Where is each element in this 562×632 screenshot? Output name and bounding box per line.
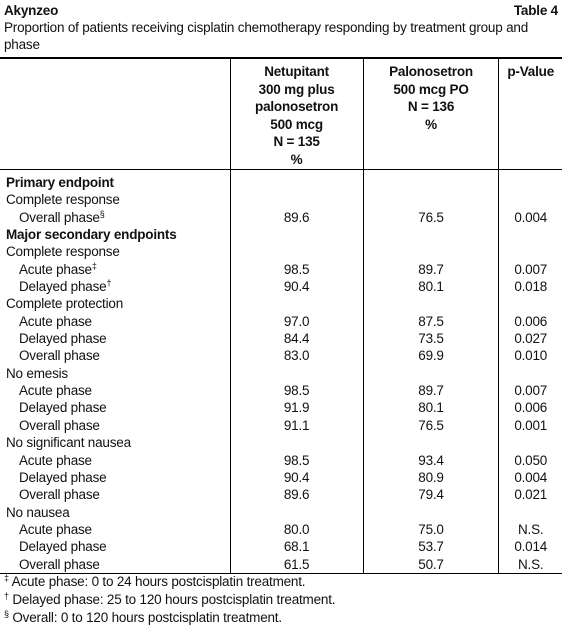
palonosetron-value: 53.7 xyxy=(363,538,499,555)
row-label-text: Complete protection xyxy=(6,296,124,312)
row-label-text: Overall phase xyxy=(19,348,100,364)
row-label xyxy=(0,295,230,312)
row-label-text: Complete response xyxy=(6,244,120,260)
row-label-text: Acute phase xyxy=(19,521,92,537)
footnote-text: Acute phase: 0 to 24 hours postcisplatin treatment. xyxy=(8,574,306,589)
column-header-line: Netupitant xyxy=(264,64,329,79)
footnote xyxy=(4,609,335,627)
row-label xyxy=(0,556,230,574)
footnote-text: Delayed phase: 25 to 120 hours postcisplatin treatment. xyxy=(8,592,336,607)
palonosetron-value xyxy=(363,434,499,451)
row-label-text: Major secondary endpoints xyxy=(6,227,177,243)
palonosetron-value: 76.5 xyxy=(363,209,499,226)
table-row xyxy=(0,504,562,521)
row-label-text: Acute phase xyxy=(19,261,92,277)
column-header-line: % xyxy=(425,116,437,132)
p-value xyxy=(499,226,562,243)
table-row xyxy=(0,170,562,192)
row-label-text: Delayed phase xyxy=(19,279,107,295)
column-header-netupitant xyxy=(230,58,363,170)
row-label xyxy=(0,191,230,208)
p-value: 0.004 xyxy=(514,469,548,485)
p-value: 0.050 xyxy=(514,452,548,468)
netupitant-value: 83.0 xyxy=(230,347,363,364)
netupitant-value: 91.1 xyxy=(230,417,363,434)
table-body xyxy=(0,170,562,574)
netupitant-value: 89.6 xyxy=(230,209,363,226)
row-label-text: Delayed phase xyxy=(19,400,107,416)
table-row xyxy=(0,556,562,574)
column-header-line: Palonosetron xyxy=(389,64,473,79)
column-header-palonosetron xyxy=(363,58,499,170)
table-row xyxy=(0,486,562,503)
row-label-text: No nausea xyxy=(6,504,70,520)
table-row xyxy=(0,226,562,243)
netupitant-value xyxy=(230,191,363,208)
table-row xyxy=(0,209,562,226)
row-label xyxy=(0,226,230,243)
netupitant-value: 68.1 xyxy=(230,538,363,555)
row-label xyxy=(0,452,230,469)
row-label xyxy=(0,330,230,347)
netupitant-value xyxy=(230,243,363,260)
table-row xyxy=(0,382,562,399)
footnote-marker: ‡ xyxy=(91,260,97,271)
table-row xyxy=(0,521,562,538)
table-caption: Proportion of patients receiving cisplatin chemotherapy responding by treatment group and phase xyxy=(4,20,529,52)
row-label xyxy=(0,365,230,382)
table-row xyxy=(0,191,562,208)
netupitant-value xyxy=(230,295,363,312)
row-label-text: Delayed phase xyxy=(19,539,107,555)
palonosetron-value: 80.9 xyxy=(363,469,499,486)
palonosetron-value: 89.7 xyxy=(363,382,499,399)
row-label xyxy=(0,209,230,226)
netupitant-value: 98.5 xyxy=(230,261,363,278)
netupitant-value: 91.9 xyxy=(230,399,363,416)
row-label xyxy=(0,170,230,192)
p-value xyxy=(499,191,562,208)
row-label xyxy=(0,504,230,521)
footnote-mark: § xyxy=(4,609,9,619)
netupitant-value: 97.0 xyxy=(230,313,363,330)
results-table xyxy=(0,57,562,574)
column-header-line: N = 135 xyxy=(273,134,320,149)
p-value: 0.021 xyxy=(514,487,548,503)
row-label xyxy=(0,261,230,278)
p-value: 0.010 xyxy=(514,348,548,364)
netupitant-value xyxy=(230,434,363,451)
row-label-text: Primary endpoint xyxy=(6,175,114,190)
p-value xyxy=(499,365,562,382)
palonosetron-value: 50.7 xyxy=(363,556,499,574)
row-label xyxy=(0,469,230,486)
palonosetron-value: 76.5 xyxy=(363,417,499,434)
drug-name: Akynzeo xyxy=(4,3,59,18)
row-label xyxy=(0,399,230,416)
column-header-label xyxy=(0,58,230,170)
palonosetron-value xyxy=(363,170,499,192)
p-value xyxy=(499,504,562,521)
column-header-line: 300 mg plus xyxy=(258,81,335,97)
p-value: 0.027 xyxy=(514,331,548,347)
footnote-mark: † xyxy=(4,591,9,601)
row-label xyxy=(0,313,230,330)
row-label xyxy=(0,521,230,538)
netupitant-value: 84.4 xyxy=(230,330,363,347)
row-label xyxy=(0,278,230,295)
p-value: 0.006 xyxy=(514,313,548,329)
row-label-text: Overall phase xyxy=(19,556,100,572)
palonosetron-value: 89.7 xyxy=(363,261,499,278)
table-row xyxy=(0,278,562,295)
table-row xyxy=(0,452,562,469)
row-label xyxy=(0,347,230,364)
netupitant-value: 98.5 xyxy=(230,382,363,399)
table-row xyxy=(0,313,562,330)
row-label-text: Acute phase xyxy=(19,383,92,399)
table-row xyxy=(0,399,562,416)
column-header-pvalue xyxy=(499,58,562,170)
palonosetron-value xyxy=(363,365,499,382)
row-label-text: Overall phase xyxy=(19,209,100,225)
table-row xyxy=(0,243,562,260)
netupitant-value xyxy=(230,365,363,382)
row-label xyxy=(0,538,230,555)
netupitant-value: 90.4 xyxy=(230,278,363,295)
table-row xyxy=(0,434,562,451)
p-value: 0.001 xyxy=(514,417,548,433)
palonosetron-value xyxy=(363,191,499,208)
netupitant-value: 80.0 xyxy=(230,521,363,538)
palonosetron-value: 80.1 xyxy=(363,399,499,416)
row-label-text: Overall phase xyxy=(19,417,100,433)
palonosetron-value: 80.1 xyxy=(363,278,499,295)
column-header-row xyxy=(0,58,562,170)
palonosetron-value: 93.4 xyxy=(363,452,499,469)
palonosetron-value xyxy=(363,243,499,260)
palonosetron-value xyxy=(363,504,499,521)
row-label-text: Overall phase xyxy=(19,487,100,503)
table-row xyxy=(0,295,562,312)
table-row xyxy=(0,538,562,555)
row-label-text: Delayed phase xyxy=(19,331,107,347)
p-value xyxy=(499,243,562,260)
palonosetron-value: 87.5 xyxy=(363,313,499,330)
p-value xyxy=(499,170,562,192)
netupitant-value: 61.5 xyxy=(230,556,363,574)
netupitant-value xyxy=(230,226,363,243)
footnote-marker: § xyxy=(99,208,105,219)
row-label xyxy=(0,243,230,260)
p-value: 0.018 xyxy=(514,279,548,295)
netupitant-value xyxy=(230,170,363,192)
column-header-line: palonosetron xyxy=(255,99,339,114)
netupitant-value: 98.5 xyxy=(230,452,363,469)
column-header-line: N = 136 xyxy=(407,99,455,114)
p-value xyxy=(499,434,562,451)
table-row xyxy=(0,347,562,364)
footnote xyxy=(4,573,335,591)
p-value: 0.007 xyxy=(514,383,548,399)
palonosetron-value: 73.5 xyxy=(363,330,499,347)
p-value: N.S. xyxy=(517,521,544,537)
row-label xyxy=(0,382,230,399)
row-label-text: Complete response xyxy=(6,192,120,208)
row-label xyxy=(0,417,230,434)
column-header-line: 500 mcg PO xyxy=(393,81,469,97)
p-value: 0.004 xyxy=(514,209,548,225)
p-value: N.S. xyxy=(517,556,544,572)
footnote xyxy=(4,591,335,609)
palonosetron-value: 79.4 xyxy=(363,486,499,503)
row-label-text: No significant nausea xyxy=(6,435,131,451)
palonosetron-value: 69.9 xyxy=(363,347,499,364)
row-label xyxy=(0,434,230,451)
row-label-text: Acute phase xyxy=(19,313,92,329)
footnote-marker: † xyxy=(106,278,112,289)
table-row xyxy=(0,330,562,347)
p-value: 0.014 xyxy=(514,539,548,555)
column-header-line: % xyxy=(290,151,303,167)
table-row xyxy=(0,365,562,382)
column-header-line: 500 mcg xyxy=(270,116,323,132)
palonosetron-value xyxy=(363,295,499,312)
palonosetron-value xyxy=(363,226,499,243)
netupitant-value xyxy=(230,504,363,521)
footnotes xyxy=(4,573,335,627)
table-row xyxy=(0,417,562,434)
netupitant-value: 90.4 xyxy=(230,469,363,486)
p-value: 0.006 xyxy=(514,400,548,416)
table-row xyxy=(0,469,562,486)
palonosetron-value: 75.0 xyxy=(363,521,499,538)
table-number: Table 4 xyxy=(513,3,558,18)
p-value xyxy=(499,295,562,312)
row-label-text: Delayed phase xyxy=(19,469,107,485)
column-header-line: p-Value xyxy=(507,64,555,79)
table-row xyxy=(0,261,562,278)
row-label-text: No emesis xyxy=(6,365,68,381)
footnote-mark: ‡ xyxy=(4,573,9,583)
netupitant-value: 89.6 xyxy=(230,486,363,503)
p-value: 0.007 xyxy=(514,261,548,277)
row-label-text: Acute phase xyxy=(19,452,92,468)
row-label xyxy=(0,486,230,503)
footnote-text: Overall: 0 to 120 hours postcisplatin treatment. xyxy=(8,610,282,625)
